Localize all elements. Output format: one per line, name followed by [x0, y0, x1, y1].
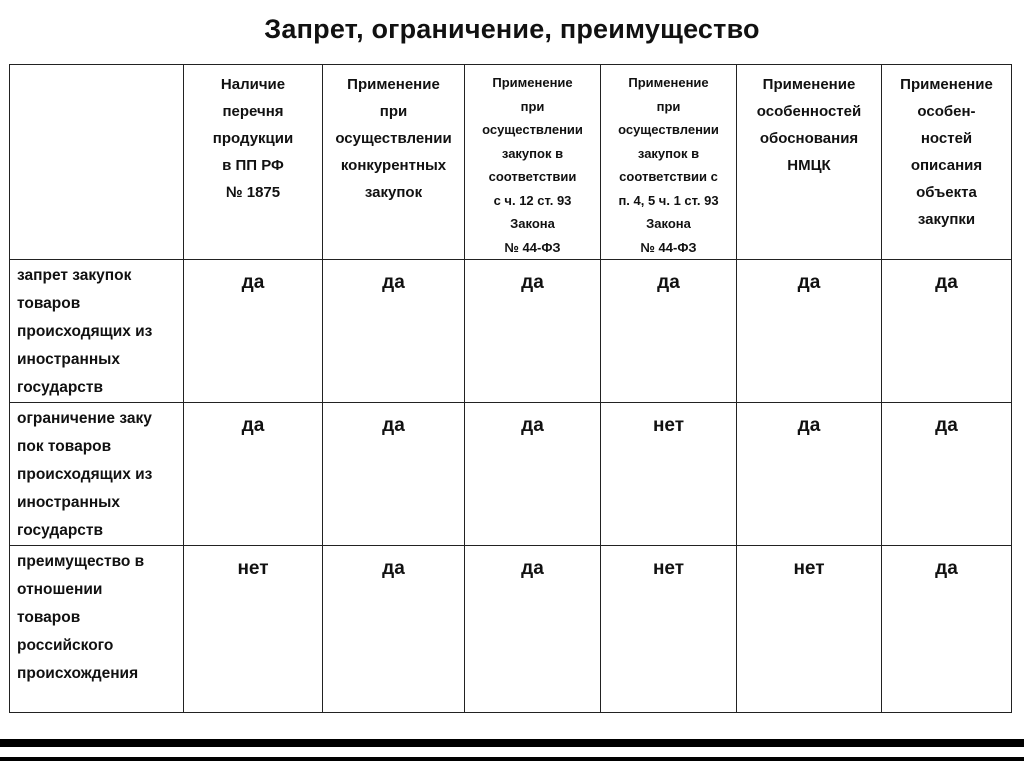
table-row: [10, 260, 1012, 403]
value-cell: [601, 546, 737, 713]
column-header-label: Применение особен- ностей описания объекта закупки: [900, 76, 993, 228]
cell-value: да: [935, 272, 958, 293]
value-cell: [323, 260, 465, 403]
cell-value: да: [241, 415, 265, 436]
cell-value: нет: [237, 558, 269, 579]
column-header-label: Применение при осуществлении закупок в соответствии с п. 4, 5 ч. 1 ст. 93 Закона № 44-ФЗ: [618, 75, 719, 255]
footer-divider-thick: [0, 739, 1024, 747]
value-cell: [323, 403, 465, 546]
value-cell: [601, 403, 737, 546]
table-row: [10, 546, 1012, 713]
cell-value: да: [521, 272, 544, 293]
table-row: [10, 403, 1012, 546]
cell-value: нет: [793, 558, 825, 579]
column-header: [323, 65, 465, 260]
value-cell: [465, 546, 601, 713]
value-cell: [184, 260, 323, 403]
column-header: [465, 65, 601, 260]
row-label-cell: [10, 403, 184, 546]
value-cell: [184, 546, 323, 713]
cell-value: да: [241, 272, 265, 293]
cell-value: да: [657, 272, 680, 293]
value-cell: [882, 403, 1012, 546]
page-title: Запрет, ограничение, преимущество: [264, 14, 760, 44]
cell-value: да: [935, 415, 958, 436]
value-cell: [737, 260, 882, 403]
value-cell: [601, 260, 737, 403]
cell-value: да: [382, 415, 405, 436]
column-header-label: Применение при осуществлении конкурентных закупок: [335, 76, 452, 201]
cell-value: да: [797, 272, 821, 293]
cell-value: да: [935, 558, 958, 579]
value-cell: [882, 260, 1012, 403]
cell-value: да: [382, 558, 405, 579]
row-label: ограничение заку пок товаров происходящих из иностранных государств: [17, 410, 153, 539]
corner-cell: [10, 65, 184, 260]
row-label: преимущество в отношении товаров российского происхождения: [17, 553, 145, 682]
row-label-cell: [10, 546, 184, 713]
cell-value: да: [382, 272, 405, 293]
row-label: запрет закупок товаров происходящих из иностранных государств: [17, 267, 153, 396]
value-cell: [737, 403, 882, 546]
cell-value: нет: [652, 558, 685, 579]
cell-value: нет: [652, 415, 685, 436]
comparison-table: [9, 64, 1012, 713]
value-cell: [882, 546, 1012, 713]
value-cell: [465, 403, 601, 546]
column-header-label: Применение особенностей обоснования НМЦК: [756, 76, 862, 174]
cell-value: да: [797, 415, 821, 436]
value-cell: [184, 403, 323, 546]
column-header-label: Наличие перечня продукции в ПП РФ № 1875: [212, 76, 294, 201]
column-header: [737, 65, 882, 260]
value-cell: [737, 546, 882, 713]
column-header: [601, 65, 737, 260]
column-header: [184, 65, 323, 260]
column-header: [882, 65, 1012, 260]
row-label-cell: [10, 260, 184, 403]
header-row: [10, 65, 1012, 260]
cell-value: да: [521, 415, 544, 436]
value-cell: [323, 546, 465, 713]
cell-value: да: [521, 558, 544, 579]
value-cell: [465, 260, 601, 403]
footer-divider-thin: [0, 757, 1024, 761]
column-header-label: Применение при осуществлении закупок в соответствии с ч. 12 ст. 93 Закона № 44-ФЗ: [482, 75, 583, 255]
